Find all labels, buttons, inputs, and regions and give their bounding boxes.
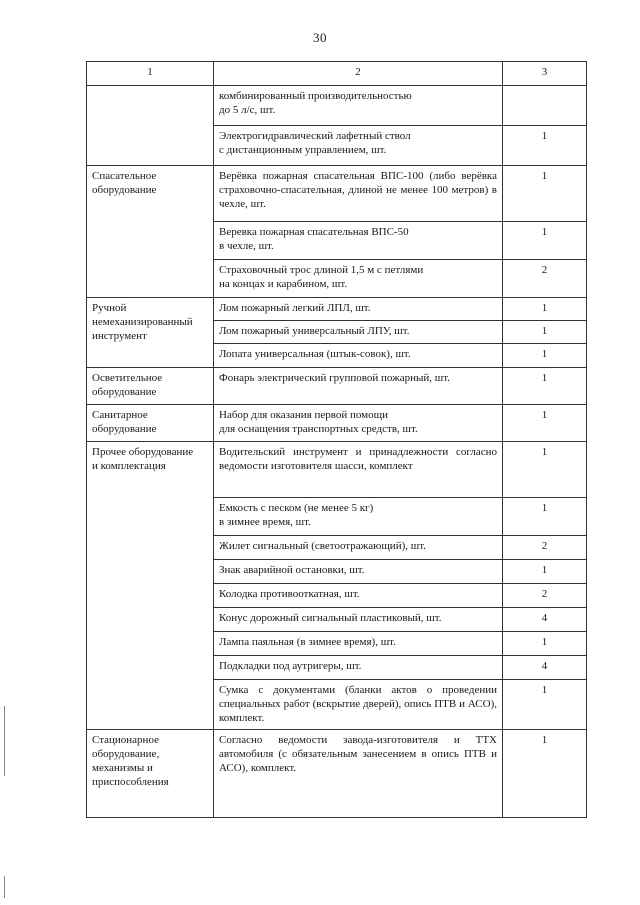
- description-cell: Электрогидравлический лафетный ствол с дистанционным управлением, шт.: [214, 126, 503, 166]
- quantity-cell: 1: [503, 498, 587, 536]
- quantity-cell: 1: [503, 126, 587, 166]
- description-cell: Знак аварийной остановки, шт.: [214, 560, 503, 584]
- description-cell: Страховочный трос длиной 1,5 м с петлями на концах и карабином, шт.: [214, 260, 503, 298]
- header-col-2: 2: [214, 62, 503, 86]
- scan-edge-mark: [4, 876, 5, 898]
- header-col-1: 1: [87, 62, 214, 86]
- quantity-cell: 1: [503, 222, 587, 260]
- table-row: [87, 730, 587, 818]
- table-row: [87, 86, 587, 126]
- quantity-cell: 1: [503, 680, 587, 730]
- quantity-cell: 1: [503, 405, 587, 442]
- description-cell: Колодка противооткатная, шт.: [214, 584, 503, 608]
- description-cell: Верёвка пожарная спасательная ВПС-100 (либо верёвка страховочно-спасательная, длиной не менее 100 метров) в чехле, шт.: [214, 166, 503, 222]
- category-cell: Спасательное оборудование: [87, 166, 214, 298]
- description-cell: Конус дорожный сигнальный пластиковый, шт.: [214, 608, 503, 632]
- page-number: 30: [313, 30, 327, 45]
- table-row: [87, 368, 587, 405]
- description-cell: Набор для оказания первой помощи для оснащения транспортных средств, шт.: [214, 405, 503, 442]
- equipment-table: [86, 61, 587, 818]
- quantity-cell: 1: [503, 632, 587, 656]
- category-cell: [87, 86, 214, 166]
- quantity-cell: 4: [503, 608, 587, 632]
- quantity-cell: 1: [503, 730, 587, 818]
- quantity-cell: 2: [503, 584, 587, 608]
- description-cell: Емкость с песком (не менее 5 кг) в зимнее время, шт.: [214, 498, 503, 536]
- quantity-cell: 1: [503, 560, 587, 584]
- description-cell: Лопата универсальная (штык-совок), шт.: [214, 344, 503, 368]
- quantity-cell: 2: [503, 536, 587, 560]
- description-cell: Лампа паяльная (в зимнее время), шт.: [214, 632, 503, 656]
- table-row: [87, 298, 587, 321]
- description-cell: Фонарь электрический групповой пожарный, шт.: [214, 368, 503, 405]
- header-col-3: 3: [503, 62, 587, 86]
- quantity-cell: 1: [503, 442, 587, 498]
- table-row: [87, 442, 587, 498]
- category-cell: Осветительное оборудование: [87, 368, 214, 405]
- category-cell: Санитарное оборудование: [87, 405, 214, 442]
- description-cell: Водительский инструмент и принадлежности согласно ведомости изготовителя шасси, комплект: [214, 442, 503, 498]
- description-cell: Жилет сигнальный (светоотражающий), шт.: [214, 536, 503, 560]
- table-row: [87, 166, 587, 222]
- description-cell: Согласно ведомости завода-изготовителя и ТТХ автомобиля (с обязательным занесением в опись ПТВ и АСО), комплект.: [214, 730, 503, 818]
- quantity-cell: 1: [503, 166, 587, 222]
- quantity-cell: 4: [503, 656, 587, 680]
- quantity-cell: [503, 86, 587, 126]
- quantity-cell: 1: [503, 344, 587, 368]
- quantity-cell: 1: [503, 298, 587, 321]
- description-cell: Лом пожарный универсальный ЛПУ, шт.: [214, 321, 503, 344]
- header-row: [87, 62, 587, 86]
- description-cell: комбинированный производительностью до 5 л/с, шт.: [214, 86, 503, 126]
- quantity-cell: 1: [503, 321, 587, 344]
- quantity-cell: 1: [503, 368, 587, 405]
- description-cell: Лом пожарный легкий ЛПЛ, шт.: [214, 298, 503, 321]
- description-cell: Сумка с документами (бланки актов о проведении специальных работ (вскрытие дверей), опись ПТВ и АСО), комплект.: [214, 680, 503, 730]
- category-cell: Прочее оборудование и комплектация: [87, 442, 214, 730]
- category-cell: Стационарное оборудование, механизмы и приспособления: [87, 730, 214, 818]
- category-cell: Ручной немеханизированный инструмент: [87, 298, 214, 368]
- description-cell: Подкладки под аутригеры, шт.: [214, 656, 503, 680]
- description-cell: Веревка пожарная спасательная ВПС-50 в чехле, шт.: [214, 222, 503, 260]
- table-row: [87, 405, 587, 442]
- quantity-cell: 2: [503, 260, 587, 298]
- scan-edge-mark: [4, 706, 5, 776]
